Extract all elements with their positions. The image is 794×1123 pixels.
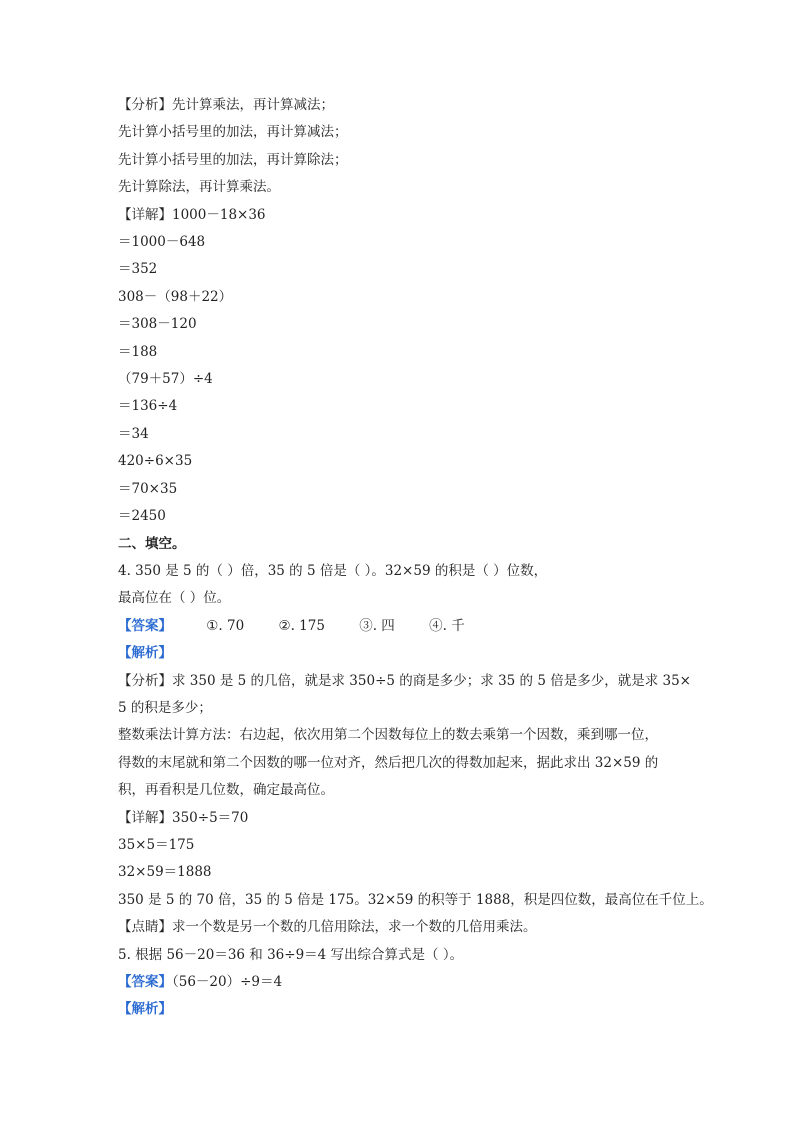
question-5: 5. 根据 56－20＝36 和 36÷9＝4 写出综合算式是（ ）。 (118, 946, 464, 963)
calc-line: ＝308－120 (118, 316, 197, 333)
analysis-text-3: 整数乘法计算方法：右边起，依次用第二个因数每位上的数去乘第一个因数，乘到哪一位， (118, 727, 658, 744)
calc-line: ＝2450 (118, 508, 166, 525)
tip-line: 【点睛】求一个数是另一个数的几倍用除法，求一个数的几倍用乘法。 (118, 919, 537, 936)
answer-row (118, 613, 678, 640)
answer-label-5: 【答案】 (118, 974, 172, 990)
detail-text-3: 32×59＝1888 (118, 864, 212, 881)
answer-item-2: ②. 175 (278, 617, 325, 634)
calc-line: （79＋57）÷4 (118, 371, 213, 388)
calc-line: ＝136÷4 (118, 398, 178, 415)
calc-line: 308－（98＋22） (118, 288, 233, 305)
analysis-text-4: 得数的末尾就和第二个因数的哪一位对齐，然后把几次的得数加起来，据此求出 32×59 的 (118, 754, 659, 771)
detail-text-4: 350 是 5 的 70 倍，35 的 5 倍是 175。32×59 的积等于 1888，积是四位数，最高位在千位上。 (118, 891, 713, 908)
answer-item-4: ④. 千 (429, 617, 465, 634)
analysis-text-1: 【分析】求 350 是 5 的几倍，就是求 350÷5 的商是多少；求 35 的 5 倍是多少，就是求 35× (118, 672, 691, 689)
analysis-text-5: 积，再看积是几位数，确定最高位。 (118, 782, 334, 799)
answer-row-5 (118, 969, 678, 996)
calc-line: ＝352 (118, 261, 158, 278)
detail-text-2: 35×5＝175 (118, 836, 195, 853)
explanation-label-5: 【解析】 (118, 1001, 172, 1018)
detail-line-1: 【详解】1000－18×36 (118, 206, 266, 223)
section-heading: 二、填空。 (118, 535, 186, 552)
calc-line: ＝188 (118, 343, 158, 360)
analysis-text-2: 5 的积是多少； (118, 699, 212, 716)
question-4-line-1: 4. 350 是 5 的（ ）倍，35 的 5 倍是（ ）。32×59 的积是（ ）位数， (118, 562, 548, 579)
answer-label: 【答案】 (118, 617, 172, 634)
analysis-line-2: 先计算小括号里的加法，再计算减法； (118, 124, 348, 141)
document-page (118, 92, 713, 1024)
calc-line: 420÷6×35 (118, 453, 193, 470)
detail-text-1: 【详解】350÷5＝70 (118, 809, 249, 826)
answer-item-3: ③. 四 (359, 617, 395, 634)
analysis-line-3: 先计算小括号里的加法，再计算除法； (118, 151, 348, 168)
calc-line: ＝70×35 (118, 480, 178, 497)
answer-value-5: （56－20）÷9＝4 (172, 974, 283, 990)
analysis-line-1: 【分析】先计算乘法，再计算减法； (118, 97, 334, 113)
answer-item-1: ①. 70 (206, 617, 245, 634)
question-4-line-2: 最高位在（ ）位。 (118, 590, 231, 607)
calc-line: ＝1000－648 (118, 234, 206, 251)
analysis-line-4: 先计算除法，再计算乘法。 (118, 179, 280, 196)
explanation-label: 【解析】 (118, 645, 172, 662)
calc-line: ＝34 (118, 425, 149, 442)
